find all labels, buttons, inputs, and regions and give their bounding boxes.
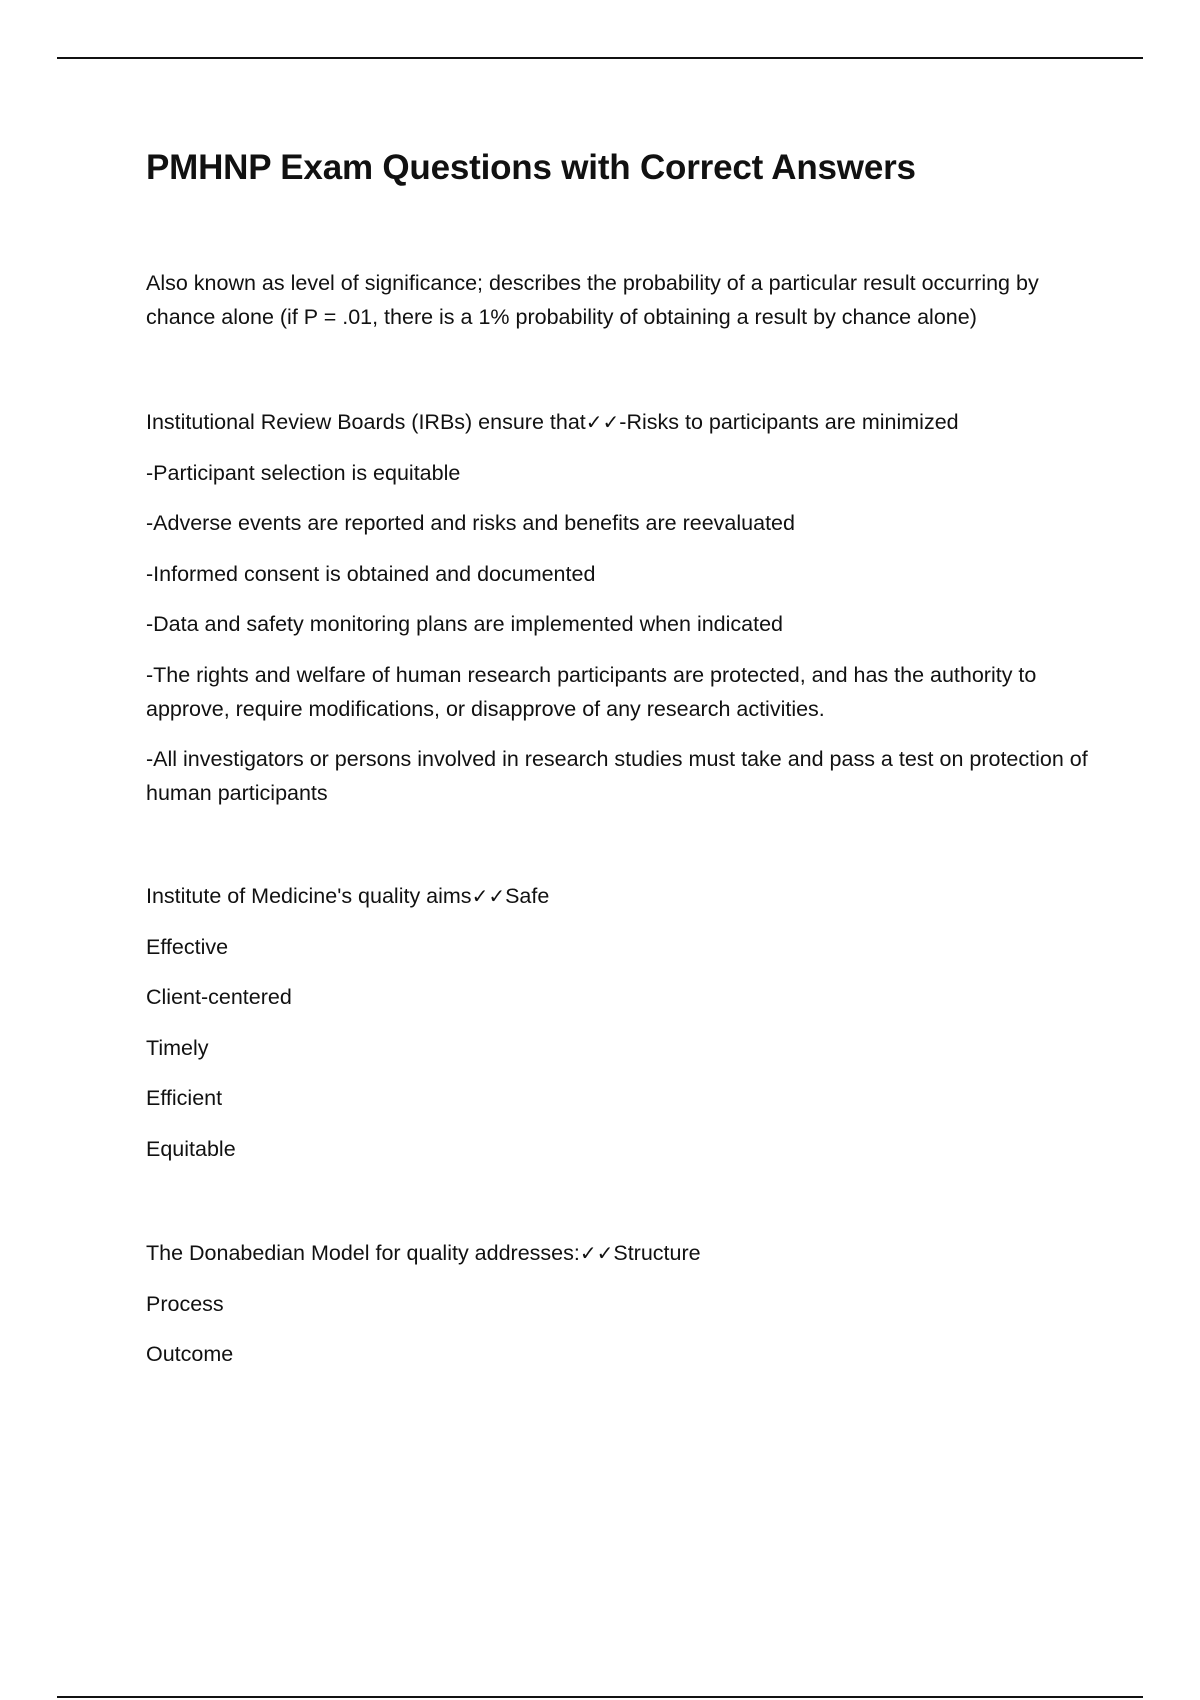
donabedian-section (146, 1236, 1096, 1388)
irb-section (146, 405, 1096, 827)
irb-item: -All investigators or persons involved in research studies must take and pass a test on protection of human participants (146, 747, 1088, 805)
iom-first-answer: Safe (505, 884, 550, 908)
check-icon: ✓✓ (585, 410, 620, 434)
irb-item: -Participant selection is equitable (146, 460, 461, 485)
irb-first-answer: -Risks to participants are minimized (619, 410, 959, 434)
iom-item: Efficient (146, 1086, 223, 1110)
iom-item: Effective (146, 934, 229, 959)
irb-item: -The rights and welfare of human research participants are protected, and has the authority to approve, require modifications, or disapprove of any research activities. (146, 662, 1037, 721)
check-icon: ✓✓ (471, 884, 506, 908)
iom-question-line (146, 879, 1096, 913)
iom-item: Timely (146, 1035, 209, 1060)
irb-question: Institutional Review Boards (IRBs) ensure that (146, 410, 586, 434)
donabedian-item: Process (146, 1291, 224, 1316)
donabedian-question: The Donabedian Model for quality addresses: (146, 1241, 580, 1265)
top-rule (57, 57, 1143, 59)
iom-item: Client-centered (146, 985, 292, 1009)
iom-item: Equitable (146, 1136, 236, 1161)
check-icon: ✓✓ (579, 1241, 614, 1265)
iom-section (146, 879, 1096, 1182)
page-title: PMHNP Exam Questions with Correct Answers (146, 148, 916, 187)
donabedian-item: Outcome (146, 1342, 234, 1366)
donabedian-question-line (146, 1236, 1096, 1270)
iom-question: Institute of Medicine's quality aims (146, 884, 472, 908)
donabedian-first-answer: Structure (613, 1241, 701, 1265)
irb-item: -Data and safety monitoring plans are implemented when indicated (146, 612, 784, 636)
intro-section (146, 266, 1096, 351)
bottom-rule (57, 1696, 1143, 1698)
irb-question-line (146, 405, 1096, 439)
irb-item: -Adverse events are reported and risks and benefits are reevaluated (146, 511, 795, 535)
intro-paragraph: Also known as level of significance; describes the probability of a particular result occurring by chance alone (if P = .01, there is a 1% probability of obtaining a result by chance alone) (146, 271, 1039, 329)
irb-item: -Informed consent is obtained and documented (146, 561, 596, 586)
